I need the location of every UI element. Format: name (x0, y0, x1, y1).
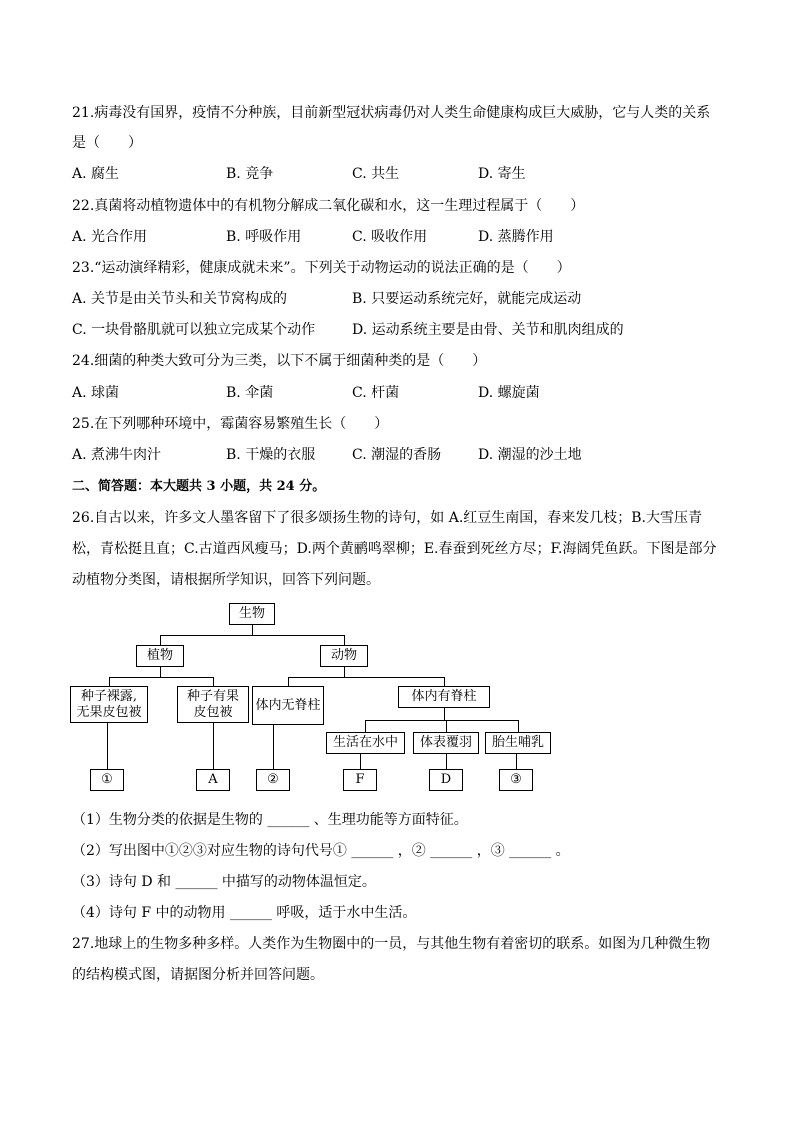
q22-stem: 22.真菌将动植物遗体中的有机物分解成二氧化碳和水，这一生理过程属于（ ） (72, 198, 585, 214)
connector (360, 754, 361, 769)
q24-option-a: A. 球菌 (72, 385, 120, 401)
node-plant: 植物 (136, 645, 184, 667)
q26-stem-line1: 26.自古以来，许多文人墨客留下了很多颂扬生物的诗句，如 A.红豆生南国，春来发几枝；B.大雪压青 (72, 510, 703, 526)
q26-sub-1: （1）生物分类的依据是生物的 ______ 、生理功能等方面特征。 (72, 812, 468, 828)
connector (344, 635, 345, 645)
node-mammal: 胎生哺乳 (485, 732, 551, 754)
q25-option-b: B. 干燥的衣服 (226, 447, 316, 463)
q26-sub-2: （2）写出图中①②③对应生物的诗句代号① ______ ，② ______ ，③ ______ 。 (72, 843, 570, 859)
connector (213, 677, 214, 686)
node-covered-seed: 种子有果 皮包被 (177, 686, 249, 723)
q24-option-b: B. 伞菌 (226, 385, 274, 401)
connector (252, 624, 253, 635)
q26-stem-line2: 松，青松挺且直；C.古道西风瘦马；D.两个黄鹂鸣翠柳；E.春蚕到死丝方尽；F.海阔凭鱼跃。下图是部分 (72, 541, 717, 557)
q27-stem-line2: 的结构模式图，请据图分析并回答问题。 (72, 967, 324, 983)
node-organism: 生物 (229, 603, 275, 625)
connector (365, 720, 518, 721)
q23-option-b: B. 只要运动系统完好，就能完成运动 (352, 291, 582, 307)
node-invertebrate: 体内无脊柱 (252, 686, 324, 725)
q23-option-c: C. 一块骨骼肌就可以独立完成某个动作 (72, 322, 316, 338)
connector (107, 723, 108, 769)
q25-option-c: C. 潮湿的香肠 (352, 447, 442, 463)
connector (444, 707, 445, 720)
q24-option-d: D. 螺旋菌 (478, 385, 540, 401)
connector (288, 677, 444, 678)
connector (365, 720, 366, 732)
connector (213, 723, 214, 769)
connector (109, 677, 110, 686)
section-heading: 二、简答题：本大题共 3 小题，共 24 分。 (72, 479, 326, 494)
connector (518, 720, 519, 732)
q24-option-c: C. 杆菌 (352, 385, 400, 401)
q21-option-b: B. 竞争 (226, 166, 274, 182)
node-feathered: 体表覆羽 (413, 732, 479, 754)
q23-stem: 23.“运动演绎精彩，健康成就未来”。下列关于动物运动的说法正确的是（ ） (72, 260, 571, 276)
connector (109, 677, 213, 678)
connector (516, 754, 517, 769)
leaf-blank-3: ③ (499, 769, 533, 791)
q22-option-a: A. 光合作用 (72, 229, 148, 245)
connector (160, 635, 344, 636)
q21-option-d: D. 寄生 (478, 166, 526, 182)
q26-sub-4: （4）诗句 F 中的动物用 ______ 呼吸，适于水中生活。 (72, 905, 417, 921)
q25-stem: 25.在下列哪种环境中，霉菌容易繁殖生长（ ） (72, 416, 389, 432)
q26-stem-line3: 动植物分类图，请根据所学知识，回答下列问题。 (72, 572, 380, 588)
connector (273, 725, 274, 769)
connector (344, 667, 345, 677)
connector (446, 720, 447, 732)
q23-option-d: D. 运动系统主要是由骨、关节和肌肉组成的 (352, 322, 624, 338)
q26-sub-3: （3）诗句 D 和 ______ 中描写的动物体温恒定。 (72, 874, 376, 890)
q24-stem: 24.细菌的种类大致可分为三类，以下不属于细菌种类的是（ ） (72, 353, 487, 369)
q22-option-d: D. 蒸腾作用 (478, 229, 554, 245)
node-animal: 动物 (320, 645, 368, 667)
q21-option-c: C. 共生 (352, 166, 400, 182)
q21-stem-line1: 21.病毒没有国界，疫情不分种族，目前新型冠状病毒仍对人类生命健康构成巨大威胁，它与人类的关系 (72, 105, 711, 121)
q25-option-d: D. 潮湿的沙土地 (478, 447, 582, 463)
connector (160, 635, 161, 645)
node-vertebrate: 体内有脊柱 (398, 686, 490, 708)
leaf-blank-2: ② (256, 769, 290, 791)
q22-option-b: B. 呼吸作用 (226, 229, 302, 245)
q25-option-a: A. 煮沸牛肉汁 (72, 447, 162, 463)
q21-stem-line2: 是（ ） (72, 135, 142, 151)
leaf-f: F (343, 769, 377, 791)
connector (160, 667, 161, 677)
connector (288, 677, 289, 686)
connector (446, 754, 447, 769)
leaf-d: D (429, 769, 463, 791)
node-naked-seed: 种子裸露, 无果皮包被 (70, 686, 148, 723)
q21-option-a: A. 腐生 (72, 166, 120, 182)
connector (444, 677, 445, 686)
leaf-a: A (196, 769, 230, 791)
q23-option-a: A. 关节是由关节头和关节窝构成的 (72, 291, 288, 307)
node-aquatic: 生活在水中 (326, 732, 405, 754)
leaf-blank-1: ① (90, 769, 124, 791)
q27-stem-line1: 27.地球上的生物多种多样。人类作为生物圈中的一员，与其他生物有着密切的联系。如图为几种微生物 (72, 936, 711, 952)
q22-option-c: C. 吸收作用 (352, 229, 428, 245)
